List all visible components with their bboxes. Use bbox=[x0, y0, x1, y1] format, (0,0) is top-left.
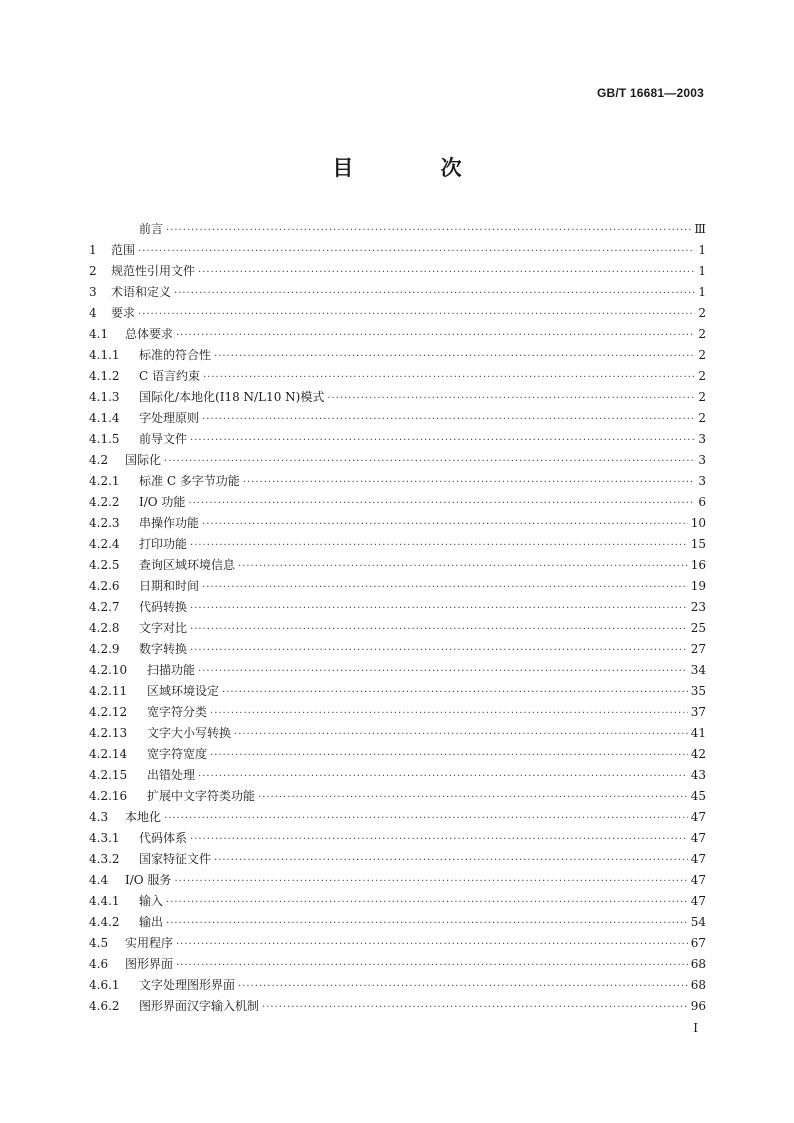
toc-entry-page: 2 bbox=[698, 411, 706, 425]
toc-entry-number: 4.2.2 bbox=[89, 495, 120, 509]
toc-entry[interactable] bbox=[89, 282, 706, 303]
toc-entry[interactable] bbox=[89, 450, 706, 471]
dot-leader bbox=[190, 535, 688, 556]
toc-entry-title: 输入 bbox=[139, 894, 164, 908]
toc-entry-page: 2 bbox=[698, 369, 706, 383]
toc-entry-title: 要求 bbox=[111, 306, 136, 320]
toc-entry-page: 3 bbox=[698, 432, 706, 446]
toc-entry[interactable] bbox=[89, 996, 706, 1017]
toc-entry-number: 4.6.1 bbox=[89, 978, 120, 992]
toc-entry-page: 41 bbox=[690, 726, 706, 740]
toc-entry-number: 1 bbox=[89, 243, 97, 257]
toc-entry-page: 47 bbox=[690, 852, 706, 866]
table-of-contents bbox=[89, 219, 706, 1017]
toc-entry-page: 15 bbox=[690, 537, 706, 551]
toc-entry-number: 4.2.15 bbox=[89, 768, 128, 782]
dot-leader bbox=[203, 367, 695, 388]
toc-entry-title: 区域环境设定 bbox=[147, 684, 220, 698]
toc-entry[interactable] bbox=[89, 660, 706, 681]
toc-entry-title: 输出 bbox=[139, 915, 164, 929]
dot-leader bbox=[258, 787, 688, 808]
toc-entry-page: 47 bbox=[690, 810, 706, 824]
dot-leader bbox=[174, 283, 695, 304]
toc-entry-number: 4.1.2 bbox=[89, 369, 120, 383]
toc-entry-title: 标准 C 多字节功能 bbox=[139, 474, 240, 488]
dot-leader bbox=[238, 556, 688, 577]
toc-entry-number: 3 bbox=[89, 285, 97, 299]
toc-entry-title: C 语言约束 bbox=[139, 369, 200, 383]
dot-leader bbox=[262, 997, 688, 1018]
dot-leader bbox=[210, 703, 688, 724]
toc-entry-title: 图形界面 bbox=[125, 957, 174, 971]
toc-entry-page: 2 bbox=[698, 327, 706, 341]
toc-entry-number: 4.1.5 bbox=[89, 432, 120, 446]
toc-entry-title: 宽字符宽度 bbox=[147, 747, 208, 761]
toc-entry-number: 4.2.3 bbox=[89, 516, 120, 530]
toc-entry-title: 串操作功能 bbox=[139, 516, 200, 530]
toc-entry-title: I/O 功能 bbox=[139, 495, 186, 509]
dot-leader bbox=[198, 262, 695, 283]
toc-entry-page: 67 bbox=[690, 936, 706, 950]
toc-entry[interactable] bbox=[89, 492, 706, 513]
toc-entry[interactable] bbox=[89, 786, 706, 807]
toc-entry-page: 47 bbox=[690, 873, 706, 887]
toc-entry-title: 打印功能 bbox=[139, 537, 188, 551]
dot-leader bbox=[176, 934, 688, 955]
dot-leader bbox=[166, 892, 688, 913]
toc-entry-number: 4.2.12 bbox=[89, 705, 128, 719]
toc-entry[interactable] bbox=[89, 828, 706, 849]
toc-entry-number: 4.4.1 bbox=[89, 894, 120, 908]
toc-entry-page: 68 bbox=[690, 957, 706, 971]
toc-entry-page: 27 bbox=[690, 642, 706, 656]
dot-leader bbox=[202, 409, 695, 430]
toc-entry[interactable] bbox=[89, 681, 706, 702]
toc-entry-page: 1 bbox=[698, 264, 706, 278]
toc-entry-page: 3 bbox=[698, 474, 706, 488]
toc-entry[interactable] bbox=[89, 387, 706, 408]
toc-entry-page: 35 bbox=[690, 684, 706, 698]
toc-entry[interactable] bbox=[89, 639, 706, 660]
toc-entry-number: 4.6.2 bbox=[89, 999, 120, 1013]
dot-leader bbox=[202, 514, 688, 535]
toc-entry-page: 3 bbox=[698, 453, 706, 467]
dot-leader bbox=[190, 598, 688, 619]
toc-entry-title: 国际化 bbox=[125, 453, 162, 467]
toc-entry-number: 4.2.8 bbox=[89, 621, 120, 635]
dot-leader bbox=[190, 640, 688, 661]
dot-leader bbox=[166, 220, 691, 241]
toc-entry-number: 4.4 bbox=[89, 873, 109, 887]
standard-number: GB/T 16681—2003 bbox=[596, 86, 704, 100]
toc-entry-page: 2 bbox=[698, 390, 706, 404]
toc-entry-number: 4.3.2 bbox=[89, 852, 120, 866]
toc-entry-page: 37 bbox=[690, 705, 706, 719]
toc-entry-title: 代码体系 bbox=[139, 831, 188, 845]
dot-leader bbox=[164, 451, 695, 472]
dot-leader bbox=[210, 745, 688, 766]
toc-entry[interactable] bbox=[89, 954, 706, 975]
toc-entry[interactable] bbox=[89, 723, 706, 744]
toc-entry[interactable] bbox=[89, 807, 706, 828]
toc-entry-number: 4.2.6 bbox=[89, 579, 120, 593]
toc-entry-number: 4.2.5 bbox=[89, 558, 120, 572]
toc-entry[interactable] bbox=[89, 429, 706, 450]
toc-entry-title: 术语和定义 bbox=[111, 285, 172, 299]
toc-entry[interactable] bbox=[89, 261, 706, 282]
toc-entry[interactable] bbox=[89, 555, 706, 576]
dot-leader bbox=[138, 304, 695, 325]
toc-entry-title: 国际化/本地化(I18 N/L10 N)模式 bbox=[139, 390, 325, 404]
toc-entry-number: 4.1 bbox=[89, 327, 109, 341]
toc-entry[interactable] bbox=[89, 408, 706, 429]
toc-entry-page: 54 bbox=[690, 915, 706, 929]
toc-entry-title: 标准的符合性 bbox=[139, 348, 212, 362]
toc-entry-number: 4.4.2 bbox=[89, 915, 120, 929]
dot-leader bbox=[190, 619, 688, 640]
dot-leader bbox=[238, 976, 688, 997]
toc-entry[interactable] bbox=[89, 534, 706, 555]
toc-entry[interactable] bbox=[89, 345, 706, 366]
toc-entry-title: 实用程序 bbox=[125, 936, 174, 950]
toc-entry-page: 10 bbox=[690, 516, 706, 530]
toc-entry-number: 4.3 bbox=[89, 810, 109, 824]
toc-entry[interactable] bbox=[89, 219, 706, 240]
toc-entry-number: 4.3.1 bbox=[89, 831, 120, 845]
toc-entry-page: 68 bbox=[690, 978, 706, 992]
toc-entry-title: 出错处理 bbox=[147, 768, 196, 782]
toc-entry[interactable] bbox=[89, 891, 706, 912]
toc-entry-number: 4.1.3 bbox=[89, 390, 120, 404]
toc-entry-number: 4.2.7 bbox=[89, 600, 120, 614]
dot-leader bbox=[190, 430, 695, 451]
dot-leader bbox=[166, 913, 688, 934]
dot-leader bbox=[234, 724, 688, 745]
toc-entry-title: 日期和时间 bbox=[139, 579, 200, 593]
toc-entry[interactable] bbox=[89, 471, 706, 492]
toc-entry-page: 1 bbox=[698, 285, 706, 299]
dot-leader bbox=[243, 472, 695, 493]
toc-entry-title: 文字处理图形界面 bbox=[139, 978, 236, 992]
toc-entry-number: 4.2.10 bbox=[89, 663, 128, 677]
toc-entry-page: 23 bbox=[690, 600, 706, 614]
dot-leader bbox=[188, 493, 695, 514]
toc-entry-number: 2 bbox=[89, 264, 97, 278]
dot-leader bbox=[214, 346, 695, 367]
toc-entry-number: 4.2 bbox=[89, 453, 109, 467]
toc-entry-page: 45 bbox=[690, 789, 706, 803]
toc-entry[interactable] bbox=[89, 744, 706, 765]
toc-entry-number: 4.2.9 bbox=[89, 642, 120, 656]
toc-entry-page: 2 bbox=[698, 348, 706, 362]
toc-entry-title: 范围 bbox=[111, 243, 136, 257]
toc-entry-page: 2 bbox=[698, 306, 706, 320]
toc-entry[interactable] bbox=[89, 366, 706, 387]
toc-entry-page: 6 bbox=[698, 495, 706, 509]
dot-leader bbox=[164, 808, 688, 829]
toc-entry-number: 4 bbox=[89, 306, 97, 320]
dot-leader bbox=[327, 388, 695, 409]
page-folio: I bbox=[693, 1021, 698, 1035]
dot-leader bbox=[198, 661, 688, 682]
toc-entry[interactable] bbox=[89, 513, 706, 534]
toc-entry-title: 图形界面汉字输入机制 bbox=[139, 999, 260, 1013]
toc-entry-title: 宽字符分类 bbox=[147, 705, 208, 719]
toc-entry-title: 文字对比 bbox=[139, 621, 188, 635]
toc-entry-title: 文字大小写转换 bbox=[147, 726, 232, 740]
toc-entry[interactable] bbox=[89, 324, 706, 345]
dot-leader bbox=[176, 955, 688, 976]
toc-entry[interactable] bbox=[89, 933, 706, 954]
toc-entry-number: 4.2.14 bbox=[89, 747, 128, 761]
dot-leader bbox=[214, 850, 688, 871]
dot-leader bbox=[176, 325, 695, 346]
toc-entry-title: 本地化 bbox=[125, 810, 162, 824]
toc-entry-number: 4.1.4 bbox=[89, 411, 120, 425]
toc-entry-title: 查询区域环境信息 bbox=[139, 558, 236, 572]
toc-entry[interactable] bbox=[89, 975, 706, 996]
toc-entry-title: 数字转换 bbox=[139, 642, 188, 656]
toc-entry-title: 代码转换 bbox=[139, 600, 188, 614]
toc-entry[interactable] bbox=[89, 240, 706, 261]
toc-entry-page: Ⅲ bbox=[694, 222, 706, 236]
toc-entry-number: 4.2.4 bbox=[89, 537, 120, 551]
toc-entry[interactable] bbox=[89, 303, 706, 324]
toc-entry-page: 1 bbox=[698, 243, 706, 257]
toc-entry[interactable] bbox=[89, 870, 706, 891]
toc-entry-number: 4.1.1 bbox=[89, 348, 120, 362]
toc-entry[interactable] bbox=[89, 576, 706, 597]
page-title: 目 次 bbox=[332, 156, 502, 180]
toc-entry-number: 4.2.16 bbox=[89, 789, 128, 803]
toc-entry-title: 字处理原则 bbox=[139, 411, 200, 425]
dot-leader bbox=[222, 682, 688, 703]
toc-entry-page: 47 bbox=[690, 894, 706, 908]
toc-entry[interactable] bbox=[89, 912, 706, 933]
toc-entry-title: 前导文件 bbox=[139, 432, 188, 446]
toc-entry-title: 总体要求 bbox=[125, 327, 174, 341]
dot-leader bbox=[138, 241, 695, 262]
toc-entry-title: I/O 服务 bbox=[125, 873, 172, 887]
toc-entry-page: 47 bbox=[690, 831, 706, 845]
toc-entry[interactable] bbox=[89, 597, 706, 618]
dot-leader bbox=[198, 766, 688, 787]
toc-entry-title: 扩展中文字符类功能 bbox=[147, 789, 256, 803]
toc-entry-page: 43 bbox=[690, 768, 706, 782]
toc-entry-number: 4.5 bbox=[89, 936, 109, 950]
dot-leader bbox=[174, 871, 687, 892]
toc-entry-number: 4.2.1 bbox=[89, 474, 120, 488]
toc-entry-page: 96 bbox=[690, 999, 706, 1013]
toc-entry-title: 国家特征文件 bbox=[139, 852, 212, 866]
toc-entry-title: 扫描功能 bbox=[147, 663, 196, 677]
toc-entry[interactable] bbox=[89, 849, 706, 870]
toc-entry-number: 4.2.11 bbox=[89, 684, 128, 698]
toc-entry-page: 25 bbox=[690, 621, 706, 635]
toc-entry-title: 前言 bbox=[139, 222, 164, 236]
dot-leader bbox=[202, 577, 688, 598]
toc-entry[interactable] bbox=[89, 702, 706, 723]
toc-entry-number: 4.2.13 bbox=[89, 726, 128, 740]
toc-entry-page: 19 bbox=[690, 579, 706, 593]
toc-entry[interactable] bbox=[89, 618, 706, 639]
toc-entry-page: 34 bbox=[690, 663, 706, 677]
toc-entry-page: 42 bbox=[690, 747, 706, 761]
toc-entry-number: 4.6 bbox=[89, 957, 109, 971]
toc-entry[interactable] bbox=[89, 765, 706, 786]
toc-entry-title: 规范性引用文件 bbox=[111, 264, 196, 278]
toc-entry-page: 16 bbox=[690, 558, 706, 572]
dot-leader bbox=[190, 829, 688, 850]
